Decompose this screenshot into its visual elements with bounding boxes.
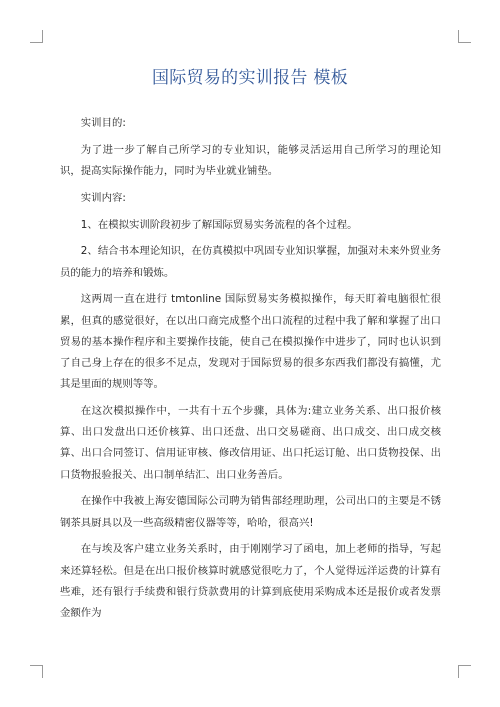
paragraph-steps: 在这次模拟操作中，一共有十五个步骤，具体为:建立业务关系、出口报价核算、出口发盘出口还价核算、出口还盘、出口交易磋商、出口成交、出口成交核算、出口合同签订、信用证审核、修改信用证、出口托运订舱、出口货物投保、出口货物报验报关、出口制单结汇、出口业务善后。 <box>60 405 441 481</box>
document-title: 国际贸易的实训报告 模板 <box>151 68 348 88</box>
paragraph-content-heading: 实训内容: <box>80 191 126 204</box>
crop-mark-bottom-left <box>30 665 43 678</box>
crop-mark-top-left <box>30 30 43 43</box>
paragraph-two-weeks: 这两周一直在进行 tmtonline 国际贸易实务模拟操作，每天盯着电脑很忙很累，但真的感觉很好，在以出口商完成整个出口流程的过程中我了解和掌握了出口贸易的基本操作程序和主要操作技能，使自己在模拟操作中进步了，同时也认识到了自己身上存在的很多不足点，发现对于国际贸易的很多东西我们都没有搞懂，尤其是里面的规则等等。 <box>60 293 441 391</box>
paragraph-purpose-heading: 实训目的: <box>80 117 126 129</box>
paragraph-company: 在操作中我被上海安德国际公司聘为销售部经理助理，公司出口的主要是不锈钢茶具厨具以及一些高级精密仪器等等，哈哈，很高兴! <box>60 495 441 529</box>
paragraph-egypt-client: 在与埃及客户建立业务关系时，由于刚刚学习了函电，加上老师的指导，写起来还算轻松。但是在出口报价核算时就感觉很吃力了，个人觉得远洋运费的计算有些难，还有银行手续费和银行贷款费用的计算到底使用采购成本还是报价或者发票金额作为 <box>60 543 441 620</box>
paragraph-item-2: 2、结合书本理论知识，在仿真模拟中巩固专业知识掌握，加强对未来外贸业务员的能力的培养和锻炼。 <box>60 245 441 279</box>
paragraph-item-1: 1、在模拟实训阶段初步了解国际贸易实务流程的各个过程。 <box>80 218 358 231</box>
crop-mark-bottom-right <box>458 665 471 678</box>
document-body <box>60 113 441 630</box>
crop-mark-top-right <box>458 30 471 43</box>
paragraph-purpose: 为了进一步了解自己所学习的专业知识，能够灵活运用自己所学习的理论知识，提高实际操作能力，同时为毕业就业铺垫。 <box>60 143 441 177</box>
